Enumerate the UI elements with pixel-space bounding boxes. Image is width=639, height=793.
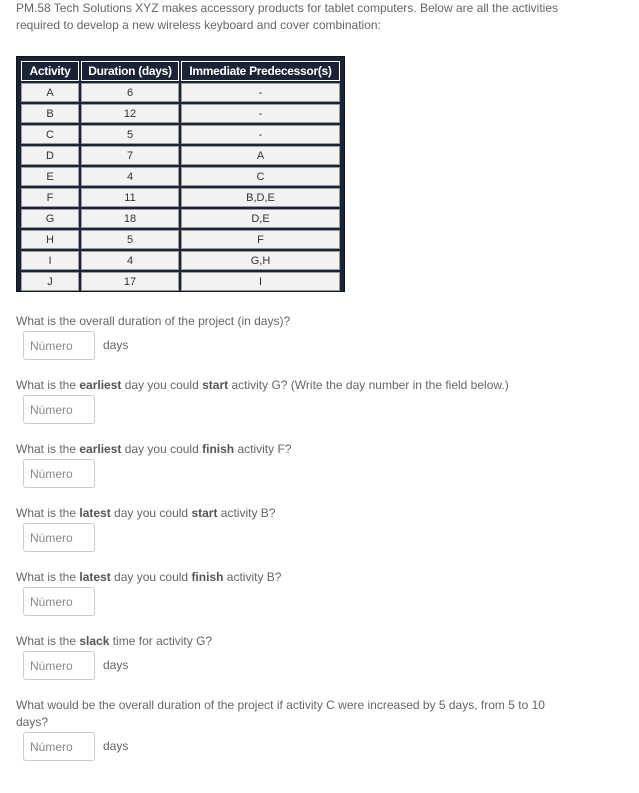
- table-row: [21, 146, 340, 165]
- table-row: [21, 83, 340, 102]
- question-earliest-start-g: What is the earliest day you could start activity G? (Write the day number in the field below.): [16, 378, 509, 392]
- cell-predecessor: C: [181, 167, 340, 186]
- cell-duration: 12: [81, 104, 179, 123]
- table-row: [21, 125, 340, 144]
- table-row: [21, 167, 340, 186]
- cell-activity: G: [21, 209, 79, 228]
- cell-predecessor: D,E: [181, 209, 340, 228]
- problem-intro: PM.58 Tech Solutions XYZ makes accessory products for tablet computers. Below are all the activities required to develop a new wireless keyboard and cover combination:: [16, 1, 559, 32]
- table-row: [21, 209, 340, 228]
- overall-duration-input[interactable]: [23, 331, 95, 360]
- cell-duration: 6: [81, 83, 179, 102]
- table-row: [21, 272, 340, 291]
- table-row: [21, 251, 340, 270]
- cell-predecessor: B,D,E: [181, 188, 340, 207]
- slack-g-input[interactable]: [23, 651, 95, 680]
- table-row: [21, 230, 340, 249]
- cell-predecessor: -: [181, 104, 340, 123]
- question-slack-g: What is the slack time for activity G?: [16, 634, 213, 648]
- latest-finish-b-input[interactable]: [23, 587, 95, 616]
- table-header-row: [21, 61, 340, 81]
- cell-predecessor: F: [181, 230, 340, 249]
- question-latest-start-b: What is the latest day you could start activity B?: [16, 506, 276, 520]
- cell-predecessor: -: [181, 125, 340, 144]
- cell-activity: F: [21, 188, 79, 207]
- activity-table: [16, 56, 345, 292]
- cell-predecessor: G,H: [181, 251, 340, 270]
- cell-activity: C: [21, 125, 79, 144]
- col-predecessor-header: Immediate Predecessor(s): [181, 61, 340, 81]
- cell-duration: 4: [81, 167, 179, 186]
- cell-predecessor: -: [181, 83, 340, 102]
- cell-activity: I: [21, 251, 79, 270]
- question-earliest-finish-f: What is the earliest day you could finish activity F?: [16, 442, 292, 456]
- question-latest-finish-b: What is the latest day you could finish activity B?: [16, 570, 282, 584]
- days-unit-label: days: [103, 739, 129, 753]
- days-unit-label: days: [103, 338, 129, 352]
- cell-duration: 7: [81, 146, 179, 165]
- cell-duration: 4: [81, 251, 179, 270]
- cell-duration: 5: [81, 125, 179, 144]
- question-new-duration: What would be the overall duration of the project if activity C were increased by 5 days, from 5 to 10 days?: [16, 698, 545, 729]
- days-unit-label: days: [103, 658, 129, 672]
- cell-predecessor: A: [181, 146, 340, 165]
- cell-duration: 17: [81, 272, 179, 291]
- earliest-start-g-input[interactable]: [23, 395, 95, 424]
- cell-activity: D: [21, 146, 79, 165]
- cell-duration: 18: [81, 209, 179, 228]
- cell-activity: B: [21, 104, 79, 123]
- cell-duration: 5: [81, 230, 179, 249]
- table-row: [21, 188, 340, 207]
- new-duration-input[interactable]: [23, 732, 95, 761]
- cell-duration: 11: [81, 188, 179, 207]
- col-duration-header: Duration (days): [81, 61, 179, 81]
- question-overall-duration: What is the overall duration of the project (in days)?: [16, 314, 291, 328]
- table-row: [21, 104, 340, 123]
- cell-predecessor: I: [181, 272, 340, 291]
- cell-activity: E: [21, 167, 79, 186]
- col-activity-header: Activity: [21, 61, 79, 81]
- cell-activity: J: [21, 272, 79, 291]
- earliest-finish-f-input[interactable]: [23, 459, 95, 488]
- cell-activity: H: [21, 230, 79, 249]
- latest-start-b-input[interactable]: [23, 523, 95, 552]
- cell-activity: A: [21, 83, 79, 102]
